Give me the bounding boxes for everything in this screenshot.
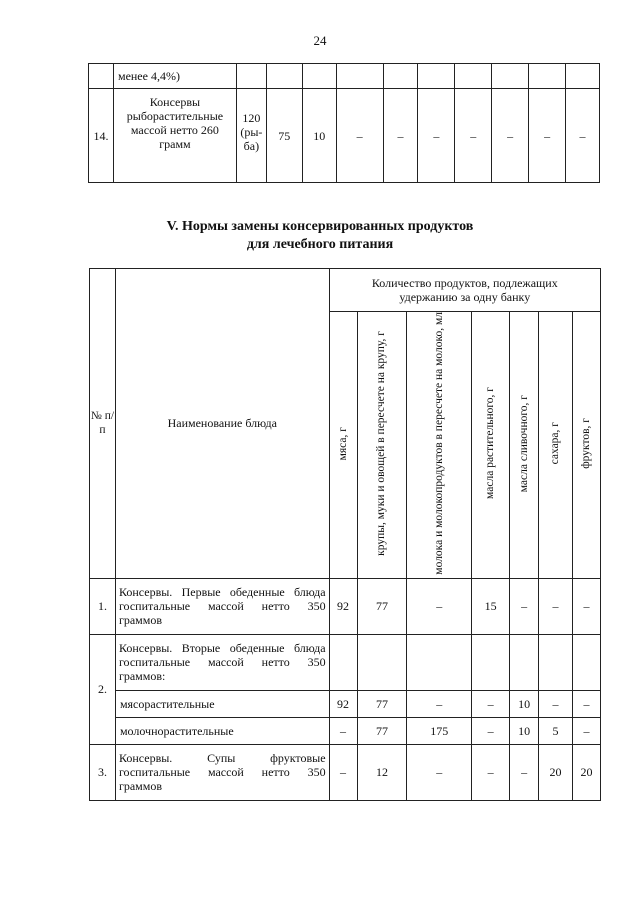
header-group: Количество продуктов, подлежащих удержанию за одну банку — [329, 269, 600, 312]
col-header-milk: молока и молокопродуктов в пересчете на молоко, мл — [432, 312, 445, 575]
col-header-vegetable-oil: масла растительного, г — [484, 387, 497, 500]
cell-value: – — [407, 578, 472, 634]
cell-value: – — [407, 744, 472, 800]
cell-value — [472, 634, 510, 690]
row-name: Консервы рыборастительные массой нетто 260 грамм — [113, 89, 236, 183]
cell-value: – — [539, 690, 573, 717]
cell-value: – — [529, 89, 566, 183]
row-name: Консервы. Вторые обеденные блюда госпитальные массой нетто 350 граммов: — [115, 634, 329, 690]
cell-value: 175 — [407, 717, 472, 744]
cell-value: – — [566, 89, 600, 183]
cell-value: – — [510, 744, 539, 800]
cell-value: 77 — [357, 690, 407, 717]
cell-value: 20 — [539, 744, 573, 800]
col-header-grain: крупы, муки и овощей в пересчете на крупу, г — [375, 330, 388, 556]
table-row — [89, 89, 600, 183]
cell-value: – — [510, 578, 539, 634]
row-number: 3. — [90, 744, 116, 800]
header-name: Наименование блюда — [115, 269, 329, 579]
cell-value: 75 — [266, 89, 302, 183]
row-name: Консервы. Первые обеденные блюда госпитальные массой нетто 350 граммов — [115, 578, 329, 634]
header-row — [90, 269, 601, 312]
cell-value: – — [472, 744, 510, 800]
header-num: № п/п — [90, 269, 116, 579]
col-header-meat: мяса, г — [336, 426, 349, 461]
cell-value: – — [418, 89, 455, 183]
cell-value: – — [539, 578, 573, 634]
table-row — [90, 717, 601, 744]
cell-value: – — [407, 690, 472, 717]
top-table — [88, 63, 600, 183]
row-number: 14. — [89, 89, 114, 183]
cell-value: 10 — [302, 89, 336, 183]
cell-value: 5 — [539, 717, 573, 744]
cell-value: – — [572, 717, 600, 744]
col-header-butter: масла сливочного, г — [517, 394, 530, 492]
cell-value: 92 — [329, 578, 357, 634]
cell-value: 12 — [357, 744, 407, 800]
cell-value — [329, 634, 357, 690]
page-number: 24 — [313, 33, 327, 48]
cell-value — [407, 634, 472, 690]
table-row — [90, 744, 601, 800]
cell-value: 20 — [572, 744, 600, 800]
cell-value: 77 — [357, 717, 407, 744]
cell-value: 120 (ры- ба) — [236, 89, 266, 183]
cell-value — [357, 634, 407, 690]
cell-value: 77 — [357, 578, 407, 634]
table-row — [90, 578, 601, 634]
section-heading-line2: для лечебного питания — [246, 237, 394, 252]
cell-value: 92 — [329, 690, 357, 717]
row-name: мясорастительные — [115, 690, 329, 717]
cell-value — [572, 634, 600, 690]
cell-value: – — [329, 717, 357, 744]
cell-value: – — [472, 717, 510, 744]
cell-value: 10 — [510, 717, 539, 744]
cell-value: – — [455, 89, 492, 183]
norms-table — [89, 268, 601, 801]
cell-value — [539, 634, 573, 690]
cell-value: – — [383, 89, 418, 183]
cell-value: 15 — [472, 578, 510, 634]
row-number: 2. — [90, 634, 116, 744]
col-header-sugar: сахара, г — [549, 422, 561, 465]
cell-value: 10 — [510, 690, 539, 717]
row-name: молочнорастительные — [115, 717, 329, 744]
cell-value: – — [336, 89, 383, 183]
cell-value: – — [572, 690, 600, 717]
cell-value: – — [472, 690, 510, 717]
cell-value — [510, 634, 539, 690]
cell-value: – — [492, 89, 529, 183]
row-number: 1. — [90, 578, 116, 634]
col-header-fruit: фруктов, г — [579, 417, 592, 469]
table-row — [90, 690, 601, 717]
continuation-text: менее 4,4%) — [113, 64, 236, 89]
section-heading-line1: V. Нормы замены консервированных продуктов — [166, 219, 474, 234]
cell-value: – — [572, 578, 600, 634]
cell-value: – — [329, 744, 357, 800]
row-name: Консервы. Супы фруктовые госпитальные массой нетто 350 граммов — [115, 744, 329, 800]
table-row — [90, 634, 601, 690]
table-row — [89, 64, 600, 89]
